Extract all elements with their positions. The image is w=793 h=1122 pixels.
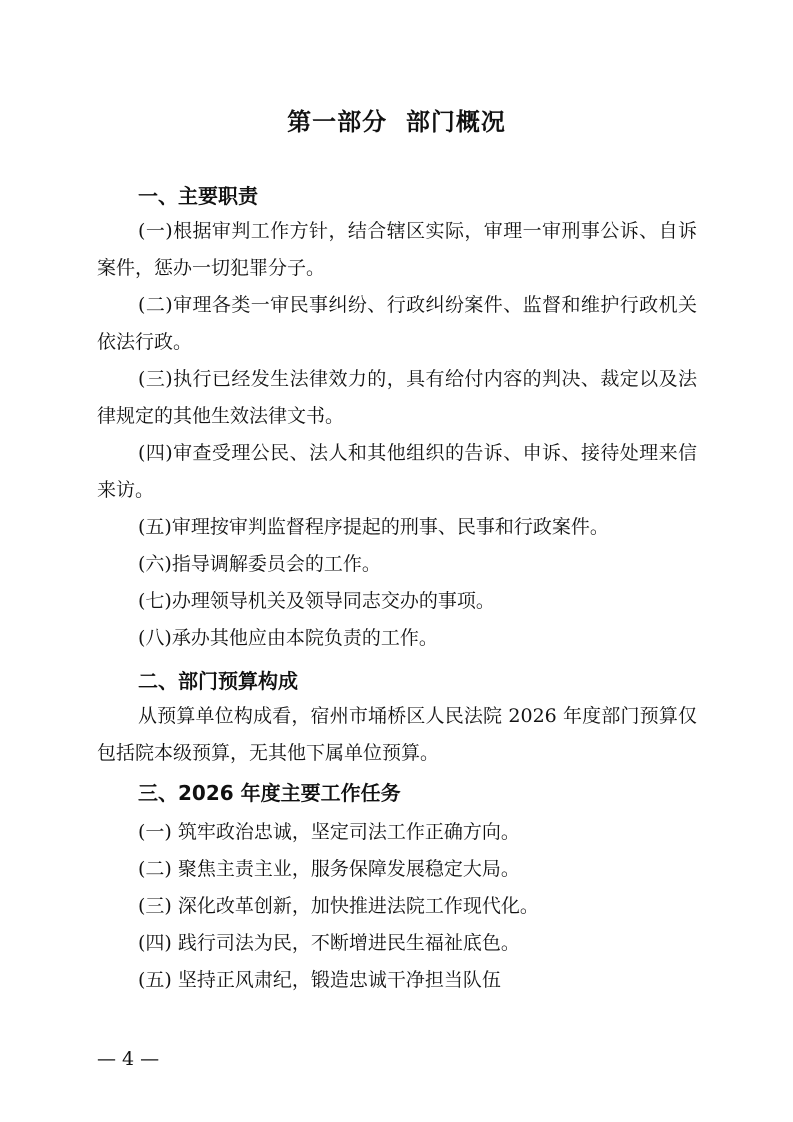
work-task-item-2: (二) 聚焦主责主业，服务保障发展稳定大局。: [138, 858, 520, 880]
responsibility-item-1: (一)根据审判工作方针，结合辖区实际，审理一审刑事公诉、自诉案件，惩办一切犯罪分子。: [97, 220, 697, 279]
responsibility-item-6: (六)指导调解委员会的工作。: [138, 553, 381, 575]
responsibility-item-7: (七)办理领导机关及领导同志交办的事项。: [138, 590, 495, 612]
work-task-item-3: (三) 深化改革创新，加快推进法院工作现代化。: [138, 895, 539, 917]
work-task-item-5: (五) 坚持正风肃纪，锻造忠诚干净担当队伍: [138, 969, 501, 991]
section-heading-work-tasks: 三、2026 年度主要工作任务: [138, 781, 401, 805]
responsibility-item-5: (五)审理按审判监督程序提起的刑事、民事和行政案件。: [138, 516, 609, 538]
budget-composition-text: 从预算单位构成看，宿州市埇桥区人民法院 2026 年度部门预算仅包括院本级预算，无其他下属单位预算。: [97, 705, 697, 764]
page-title: 第一部分 部门概况: [287, 108, 506, 136]
responsibility-item-3: (三)执行已经发生法律效力的，具有给付内容的判决、裁定以及法律规定的其他生效法律文书。: [97, 368, 697, 427]
responsibility-item-2: (二)审理各类一审民事纠纷、行政纠纷案件、监督和维护行政机关依法行政。: [97, 294, 697, 353]
responsibility-item-4: (四)审查受理公民、法人和其他组织的告诉、申诉、接待处理来信来访。: [97, 442, 697, 501]
responsibility-item-8: (八)承办其他应由本院负责的工作。: [138, 627, 438, 649]
section-heading-budget-composition: 二、部门预算构成: [138, 669, 298, 693]
work-task-item-4: (四) 践行司法为民，不断增进民生福祉底色。: [138, 932, 520, 954]
page-number: — 4 —: [97, 1048, 160, 1070]
work-task-item-1: (一) 筑牢政治忠诚，坚定司法工作正确方向。: [138, 821, 520, 843]
section-heading-responsibilities: 一、主要职责: [138, 184, 258, 208]
